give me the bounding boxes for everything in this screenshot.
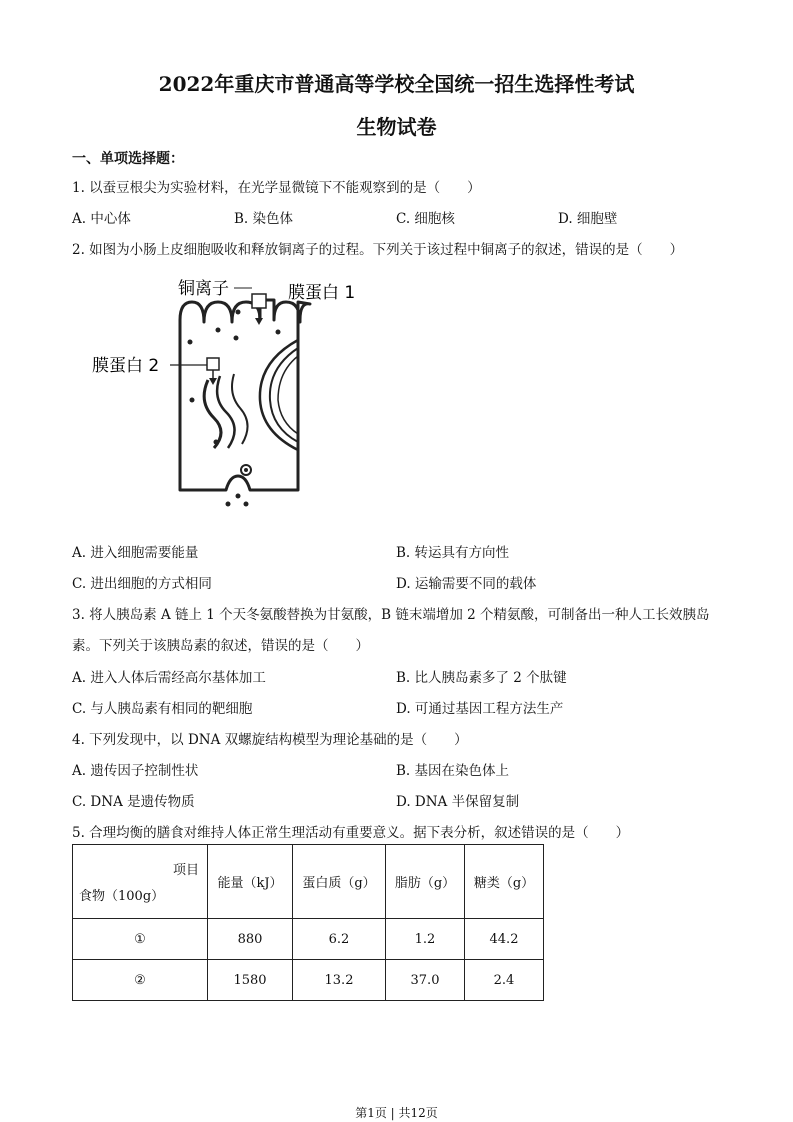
table-corner-cell: [73, 845, 208, 919]
exam-title: 2022年重庆市普通高等学校全国统一招生选择性考试: [158, 72, 635, 96]
page-footer: 第1页 | 共12页: [355, 1106, 438, 1120]
q4-option-d[interactable]: D. DNA 半保留复制: [396, 794, 520, 810]
q2-option-b[interactable]: B. 转运具有方向性: [396, 545, 510, 561]
table-cell: 1.2: [386, 919, 465, 960]
q4-option-b[interactable]: B. 基因在染色体上: [396, 763, 510, 779]
table-cell: 880: [208, 919, 293, 960]
q2-stem: 2. 如图为小肠上皮细胞吸收和释放铜离子的过程。下列关于该过程中铜离子的叙述，错误的是（ ）: [72, 242, 684, 258]
q1-option-d[interactable]: D. 细胞壁: [558, 211, 618, 227]
row-label: ②: [73, 960, 208, 1001]
q2-option-d[interactable]: D. 运输需要不同的载体: [396, 576, 537, 592]
q1-stem: 1. 以蚕豆根尖为实验材料，在光学显微镜下不能观察到的是（ ）: [72, 180, 481, 196]
q1-option-b[interactable]: B. 染色体: [234, 211, 294, 227]
q4-option-a[interactable]: A. 遗传因子控制性状: [72, 763, 199, 779]
q1-option-a[interactable]: A. 中心体: [72, 211, 131, 227]
q3-stem-line1: 3. 将人胰岛素 A 链上 1 个天冬氨酸替换为甘氨酸，B 链末端增加 2 个精氨酸，可制备出一种人工长效胰岛: [72, 607, 710, 623]
header-energy: 能量（kJ）: [208, 845, 293, 919]
table-cell: 1580: [208, 960, 293, 1001]
nutrition-table: [72, 844, 544, 1001]
label-membrane-protein-2: 膜蛋白 2: [92, 356, 160, 376]
q3-option-c[interactable]: C. 与人胰岛素有相同的靶细胞: [72, 701, 253, 717]
table-cell: 13.2: [293, 960, 386, 1001]
section-heading: 一、单项选择题：: [72, 151, 184, 167]
q3-stem-line2: 素。下列关于该胰岛素的叙述，错误的是（ ）: [72, 638, 369, 654]
exam-subtitle: 生物试卷: [356, 115, 437, 139]
label-membrane-protein-1: 膜蛋白 1: [288, 283, 356, 303]
q2-option-c[interactable]: C. 进出细胞的方式相同: [72, 576, 212, 592]
table-row: [73, 919, 544, 960]
label-copper-ion: 铜离子: [178, 279, 229, 299]
q4-option-c[interactable]: C. DNA 是遗传物质: [72, 794, 195, 810]
cell-diagram: [88, 272, 378, 508]
header-carbohydrate: 糖类（g）: [465, 845, 544, 919]
table-cell: 44.2: [465, 919, 544, 960]
table-cell: 6.2: [293, 919, 386, 960]
q3-option-d[interactable]: D. 可通过基因工程方法生产: [396, 701, 564, 717]
q5-stem: 5. 合理均衡的膳食对维持人体正常生理活动有重要意义。据下表分析，叙述错误的是（ ）: [72, 825, 630, 841]
q1-option-c[interactable]: C. 细胞核: [396, 211, 455, 227]
row-label: ①: [73, 919, 208, 960]
q3-option-a[interactable]: A. 进入人体后需经高尔基体加工: [72, 670, 266, 686]
header-protein: 蛋白质（g）: [293, 845, 386, 919]
table-cell: 2.4: [465, 960, 544, 1001]
corner-label-item: 项目: [172, 863, 199, 878]
table-row: [73, 960, 544, 1001]
header-fat: 脂肪（g）: [386, 845, 465, 919]
table-cell: 37.0: [386, 960, 465, 1001]
q3-option-b[interactable]: B. 比人胰岛素多了 2 个肽键: [396, 670, 567, 686]
q2-option-a[interactable]: A. 进入细胞需要能量: [72, 545, 199, 561]
corner-label-food: 食物（100g）: [79, 889, 165, 904]
q4-stem: 4. 下列发现中，以 DNA 双螺旋结构模型为理论基础的是（ ）: [72, 732, 468, 748]
table-header-row: [73, 845, 544, 919]
